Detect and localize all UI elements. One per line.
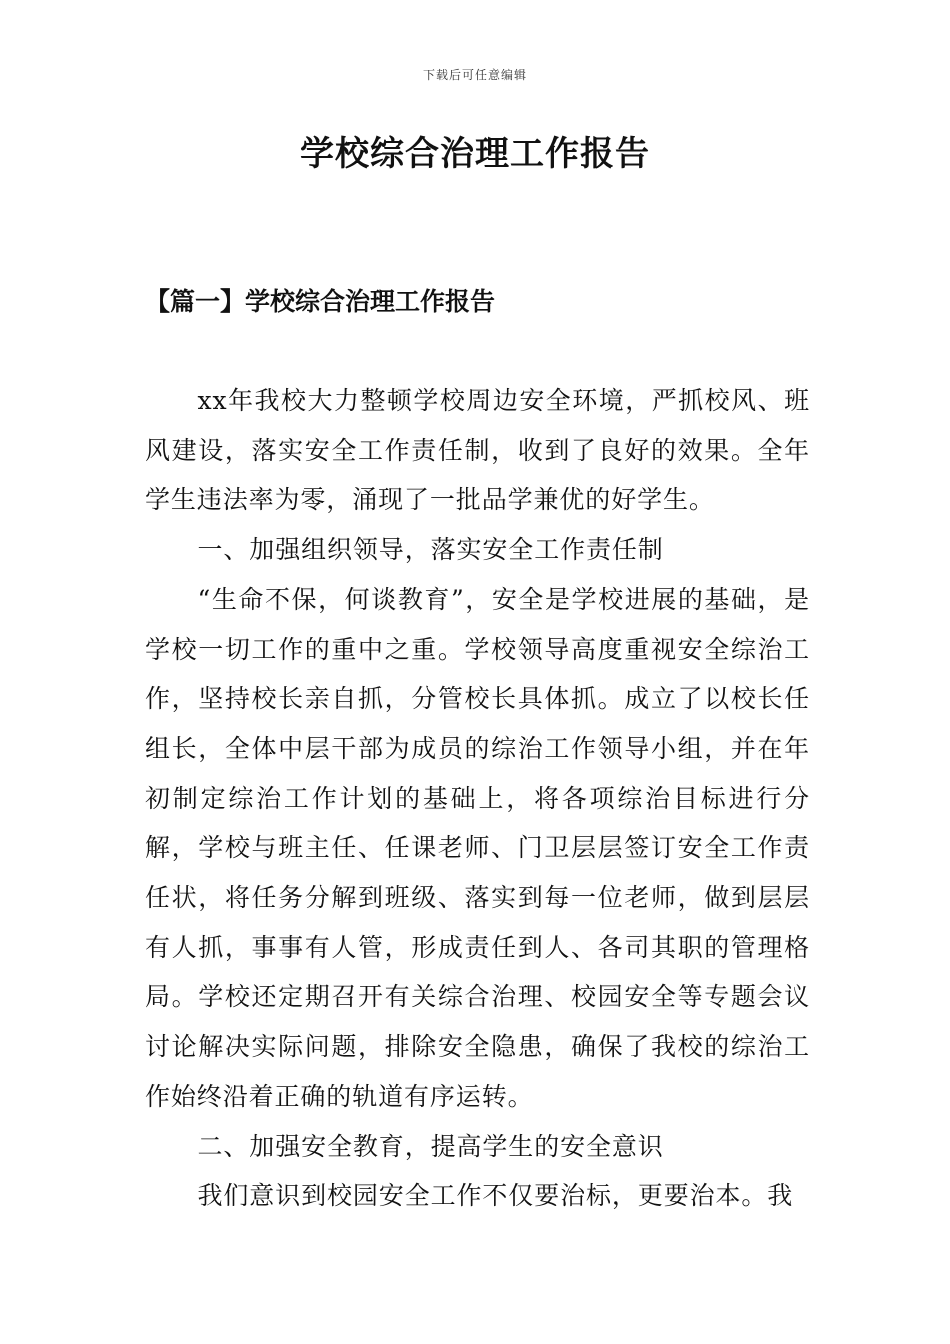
paragraph-intro: xx年我校大力整顿学校周边安全环境，严抓校风、班风建设，落实安全工作责任制，收到了良好的效果。全年学生违法率为零，涌现了一批品学兼优的好学生。 [145, 386, 810, 515]
paragraph-organization: “生命不保，何谈教育”，安全是学校进展的基础，是学校一切工作的重中之重。学校领导高度重视安全综治工作，坚持校长亲自抓，分管校长具体抓。成立了以校长任组长，全体中层干部为成员的综治工作领导小组，并在年初制定综治工作计划的基础上，将各项综治目标进行分解，学校与班主任、任课老师、门卫层层签订安全工作责任状，将任务分解到班级、落实到每一位老师，做到层层有人抓，事事有人管，形成责任到人、各司其职的管理格局。学校还定期召开有关综合治理、校园安全等专题会议讨论解决实际问题，排除安全隐患，确保了我校的综治工作始终沿着正确的轨道有序运转。 [145, 584, 810, 1111]
paragraph-safety-education: 我们意识到校园安全工作不仅要治标，更要治本。我 [197, 1181, 794, 1211]
subheading-organization: 一、加强组织领导，落实安全工作责任制 [197, 535, 664, 565]
header-note: 下载后可任意编辑 [422, 68, 527, 82]
section-heading: 【篇一】学校综合治理工作报告 [145, 287, 496, 316]
document-title: 学校综合治理工作报告 [300, 134, 650, 174]
document-body [145, 376, 810, 1221]
subheading-safety-education: 二、加强安全教育，提高学生的安全意识 [197, 1131, 664, 1161]
